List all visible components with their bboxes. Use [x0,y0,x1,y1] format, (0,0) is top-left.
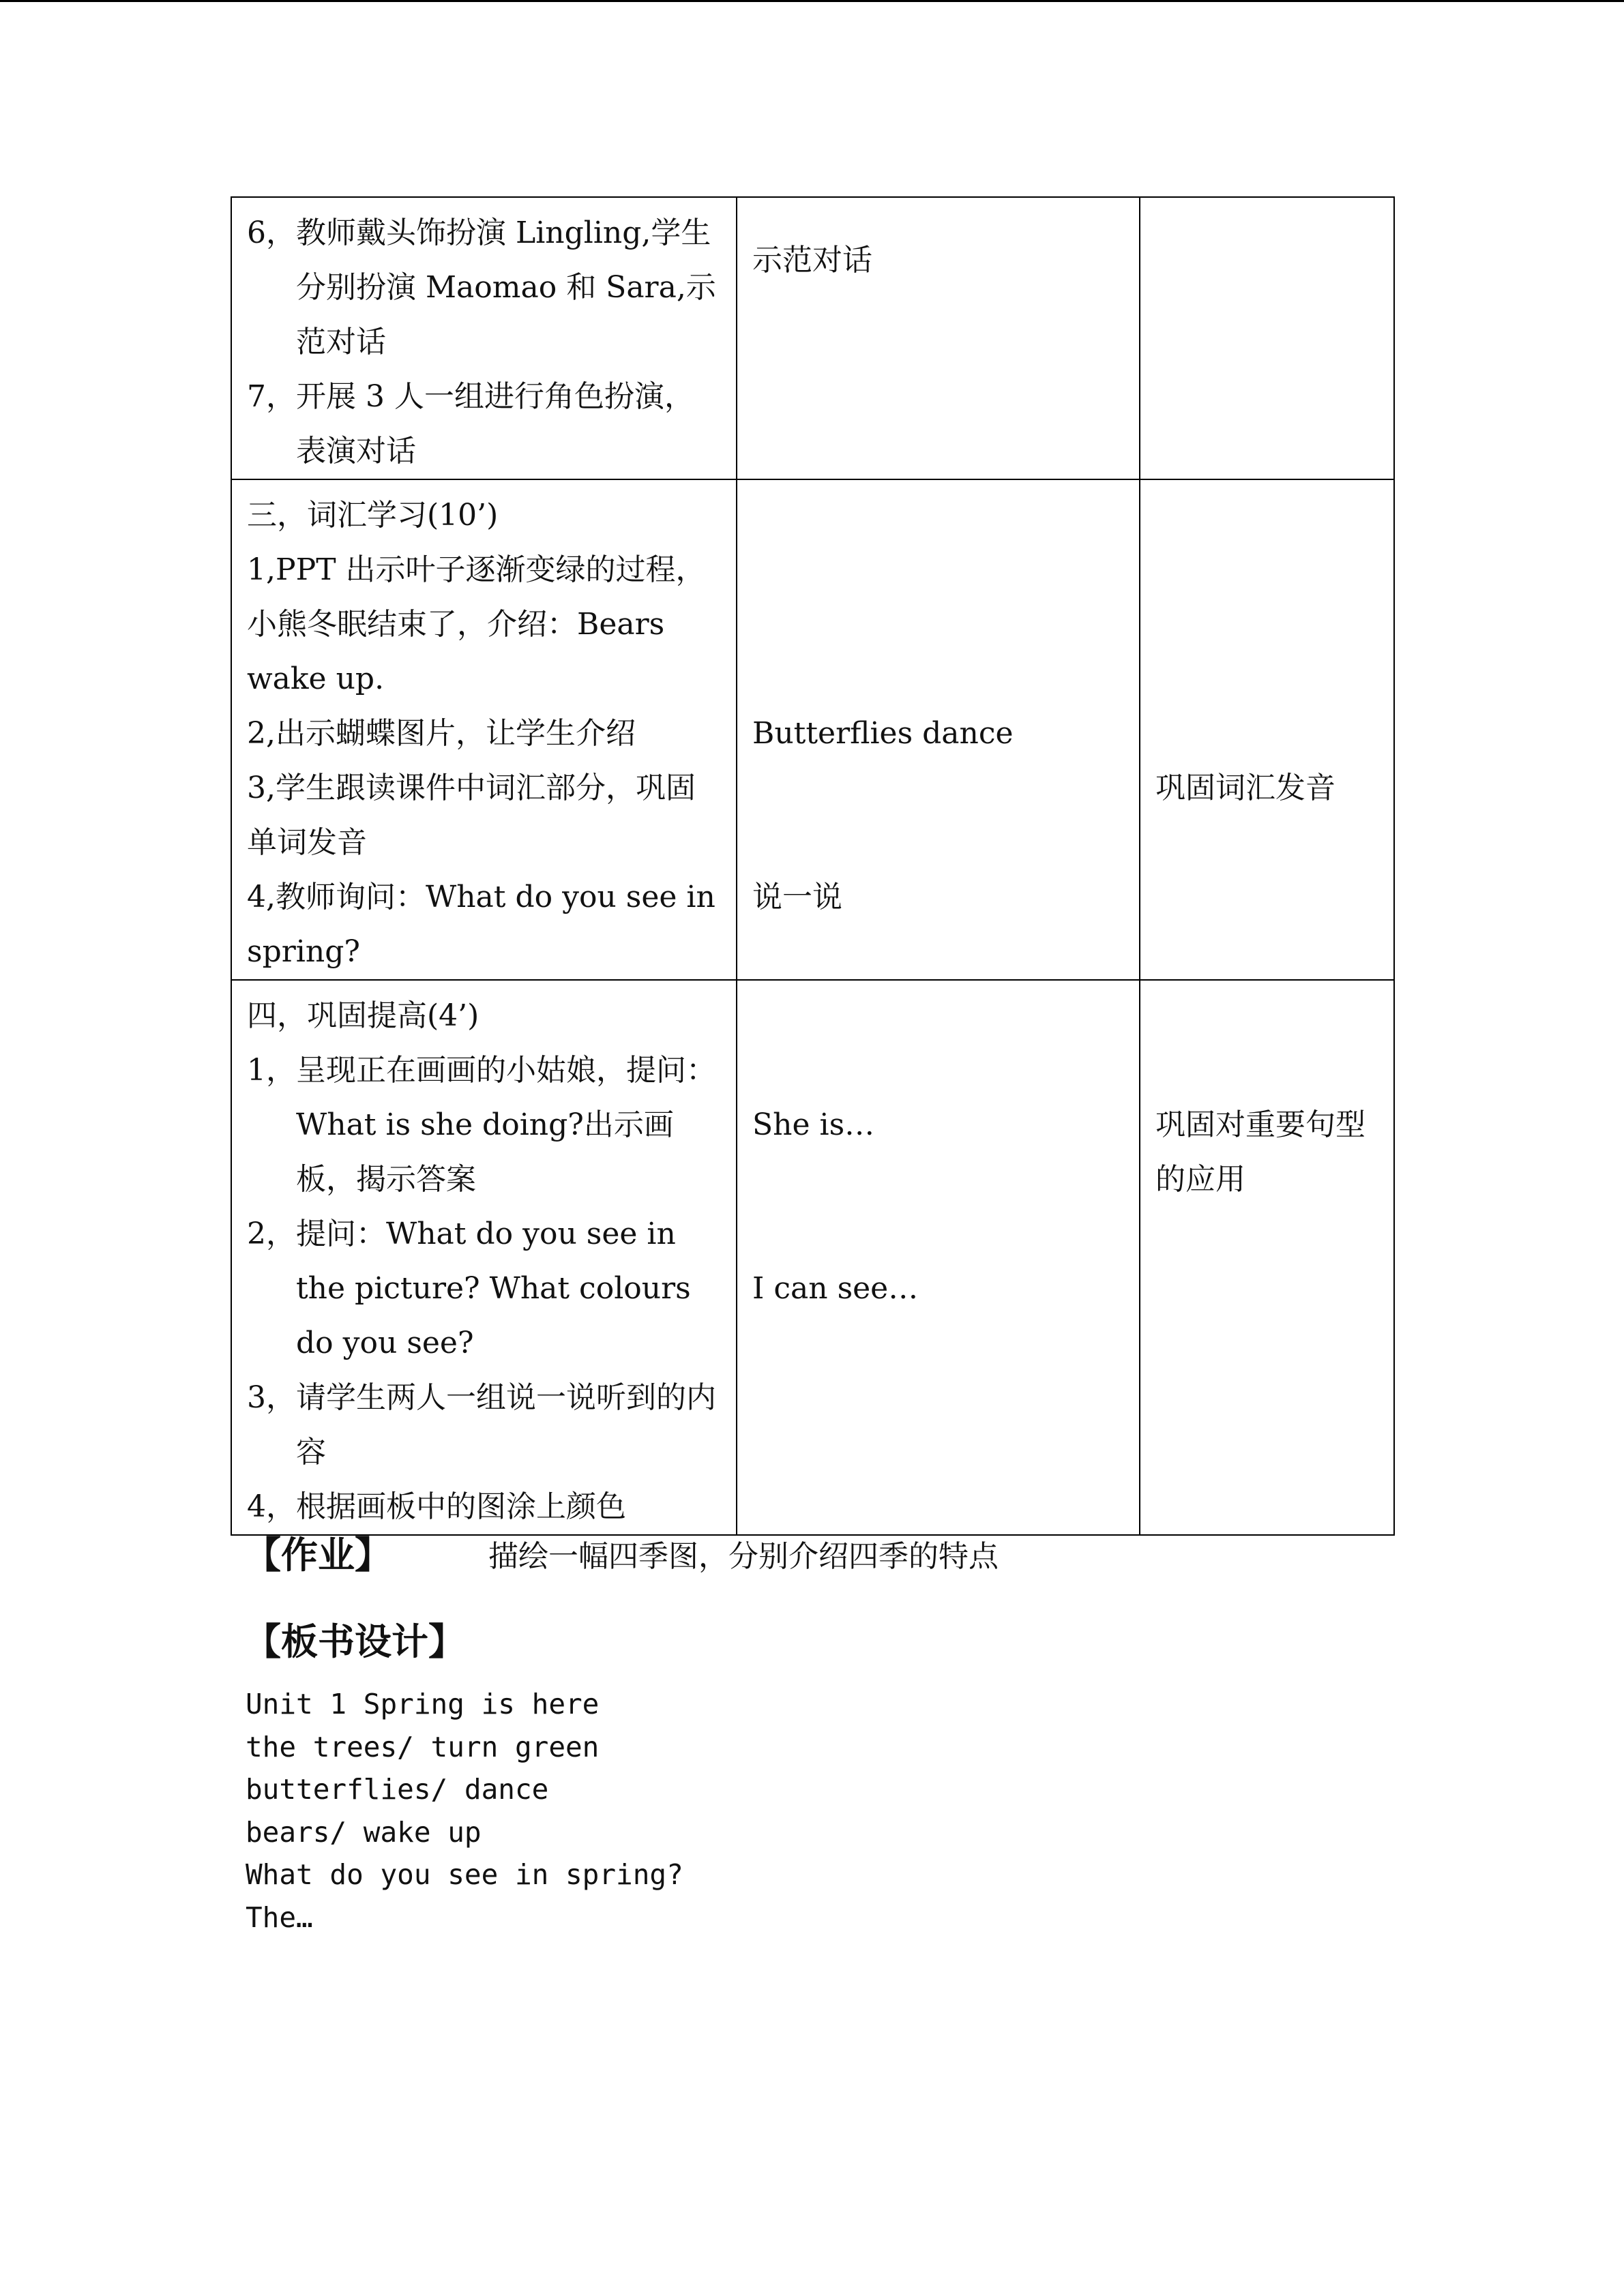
student-activity-text: 示范对话 [752,243,872,278]
table-row [231,980,1394,1535]
board-line: What do you see in spring? [246,1858,683,1891]
top-border-line [0,0,1624,2]
step-text: 3，请学生两人一组说一说听到的内容 [247,1380,716,1470]
step-text: 6，教师戴头饰扮演 Lingling,学生分别扮演 Maomao 和 Sara,示范对话 [247,215,716,359]
section-heading: 四，巩固提高(4’) [247,998,479,1033]
student-activity-cell [737,980,1140,1535]
purpose-cell [1140,980,1394,1535]
step-text: 1，呈现正在画画的小姑娘，提问：What is she doing?出示画板，揭示答案 [247,1053,716,1197]
step-text: 4，根据画板中的图涂上颜色 [247,1489,626,1524]
homework-text: 描绘一幅四季图，分别介绍四季的特点 [488,1539,999,1574]
table-row [231,479,1394,980]
student-activity-cell [737,197,1140,479]
student-activity-text: She is… [752,1107,875,1142]
step-text: 2，提问：What do you see in the picture? What colours do you see? [247,1217,691,1360]
section-heading: 三，词汇学习(10’) [247,498,499,533]
student-activity-text: I can see… [752,1271,919,1306]
purpose-text: 巩固词汇发音 [1155,771,1335,805]
board-design-lines [246,1683,683,1939]
purpose-cell [1140,479,1394,980]
student-activity-text: 说一说 [752,880,842,914]
board-line: the trees/ turn green [246,1730,600,1763]
student-activity-text: Butterflies dance [752,716,1014,751]
board-design-heading: 【板书设计】 [244,1620,465,1663]
purpose-text: 巩固对重要句型的应用 [1155,1107,1365,1197]
step-text: 7，开展 3 人一组进行角色扮演，表演对话 [247,379,694,468]
homework-heading: 【作业】 [244,1533,392,1577]
step-text: 3,学生跟读课件中词汇部分，巩固单词发音 [247,771,696,860]
board-line: bears/ wake up [246,1815,482,1849]
purpose-cell [1140,197,1394,479]
teacher-activity-cell [231,479,737,980]
board-line: butterflies/ dance [246,1773,549,1806]
step-text: 4,教师询问：What do you see in spring? [247,880,715,969]
teacher-activity-cell [231,980,737,1535]
board-line: Unit 1 Spring is here [246,1688,600,1720]
step-text: 1,PPT 出示叶子逐渐变绿的过程，小熊冬眠结束了，介绍：Bears wake up. [247,552,706,696]
step-text: 2,出示蝴蝶图片，让学生介绍 [247,716,636,751]
table-row [231,197,1394,479]
teacher-activity-cell [231,197,737,479]
board-line: The… [246,1900,313,1934]
lesson-plan-table [231,196,1395,1536]
student-activity-cell [737,479,1140,980]
